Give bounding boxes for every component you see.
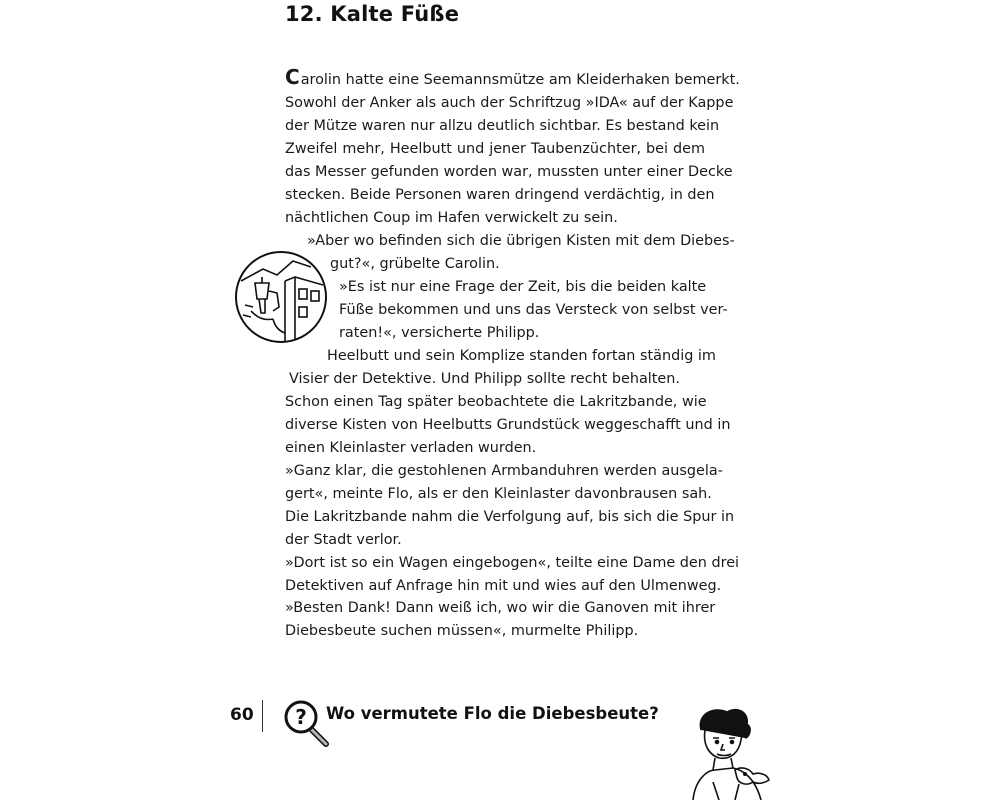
text-line: raten!«, versicherte Philipp.: [339, 325, 540, 341]
text-line: stecken. Beide Personen waren dringend verdächtig, in den: [285, 187, 715, 203]
text-line: »Besten Dank! Dann weiß ich, wo wir die Ganoven mit ihrer: [285, 600, 716, 616]
text-line: »Dort ist so ein Wagen eingebogen«, teilte eine Dame den drei: [285, 555, 740, 571]
footer-divider: [262, 700, 263, 732]
question-text: Wo vermutete Flo die Diebesbeute?: [326, 704, 659, 723]
svg-text:?: ?: [295, 705, 307, 729]
text-line: Schon einen Tag später beobachtete die Lakritzbande, wie: [285, 394, 707, 410]
boy-with-dog-illustration-icon: [683, 708, 773, 800]
text-line: nächtlichen Coup im Hafen verwickelt zu sein.: [285, 210, 618, 226]
text-line: Detektiven auf Anfrage hin mit und wies auf den Ulmenweg.: [285, 578, 722, 594]
text-line: das Messer gefunden worden war, mussten unter einer Decke: [285, 164, 733, 180]
drop-cap: C: [285, 65, 300, 89]
text-line: der Mütze waren nur allzu deutlich sichtbar. Es bestand kein: [285, 118, 720, 134]
text-line: Füße bekommen und uns das Versteck von selbst ver-: [339, 302, 728, 318]
text-line: Carolin hatte eine Seemannsmütze am Kleiderhaken bemerkt.: [285, 65, 740, 89]
street-lantern-vignette-icon: [233, 251, 329, 343]
text-line: Zweifel mehr, Heelbutt und jener Taubenzüchter, bei dem: [285, 141, 705, 157]
page-number: 60: [230, 705, 254, 725]
chapter-title: 12. Kalte Füße: [285, 2, 460, 26]
text-line: einen Kleinlaster verladen wurden.: [285, 440, 537, 456]
text-line: gut?«, grübelte Carolin.: [330, 256, 500, 272]
text-line: diverse Kisten von Heelbutts Grundstück weggeschafft und in: [285, 417, 731, 433]
text-line: Heelbutt und sein Komplize standen fortan ständig im: [327, 348, 716, 364]
text-line: »Ganz klar, die gestohlenen Armbanduhren werden ausgela-: [285, 463, 723, 479]
text-line: der Stadt verlor.: [285, 532, 402, 548]
text-line: Die Lakritzbande nahm die Verfolgung auf, bis sich die Spur in: [285, 509, 735, 525]
magnifier-question-icon: [282, 698, 332, 750]
text-line: gert«, meinte Flo, als er den Kleinlaster davonbrausen sah.: [285, 486, 712, 502]
text-line: Diebesbeute suchen müssen«, murmelte Philipp.: [285, 623, 639, 639]
text-line: Visier der Detektive. Und Philipp sollte recht behalten.: [289, 371, 680, 387]
text-line: »Aber wo befinden sich die übrigen Kisten mit dem Diebes-: [307, 233, 735, 249]
text-line: Sowohl der Anker als auch der Schriftzug »IDA« auf der Kappe: [285, 95, 734, 111]
text-line: »Es ist nur eine Frage der Zeit, bis die beiden kalte: [339, 279, 707, 295]
